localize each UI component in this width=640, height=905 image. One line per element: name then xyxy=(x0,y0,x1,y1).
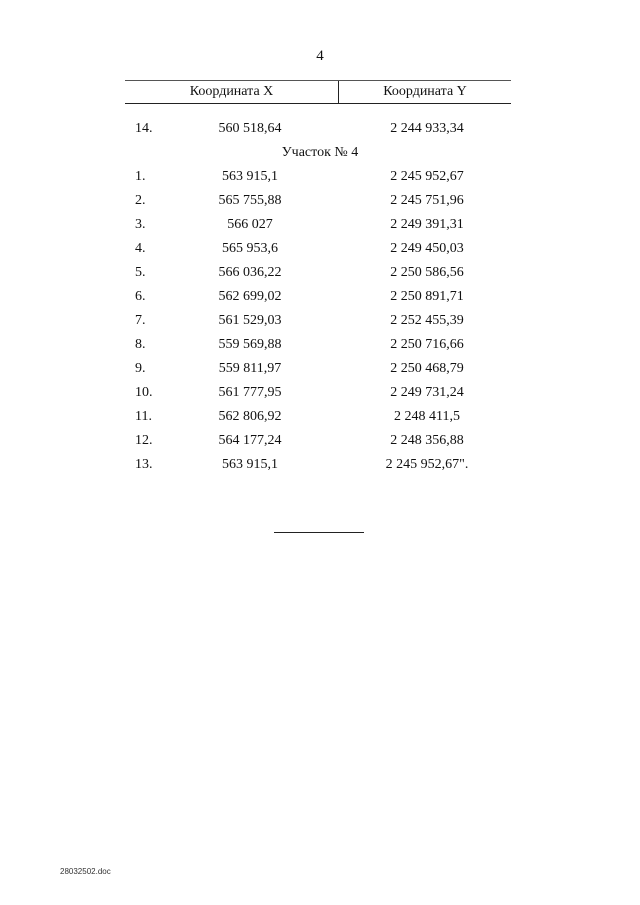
header-coordinate-y: Координата Y xyxy=(383,84,467,99)
table-row xyxy=(0,429,640,453)
coordinate-x-value: 564 177,24 xyxy=(218,433,282,448)
table-row xyxy=(0,237,640,261)
coordinate-y-value: 2 250 586,56 xyxy=(390,265,464,280)
table-row xyxy=(0,309,640,333)
coordinate-x-value: 562 806,92 xyxy=(218,409,282,424)
coordinate-y-value: 2 250 891,71 xyxy=(390,289,464,304)
point-number: 9. xyxy=(135,361,146,376)
coordinate-y-value: 2 245 751,96 xyxy=(390,193,464,208)
table-row xyxy=(0,213,640,237)
coordinate-y-value: 2 250 716,66 xyxy=(390,337,464,352)
table-row xyxy=(0,261,640,285)
coordinates-table-body xyxy=(0,117,640,477)
section-title: Участок № 4 xyxy=(281,145,359,160)
table-row xyxy=(0,189,640,213)
point-number: 12. xyxy=(135,433,153,448)
table-row xyxy=(0,285,640,309)
point-number: 6. xyxy=(135,289,146,304)
coordinate-y-value: 2 250 468,79 xyxy=(390,361,464,376)
coordinate-y-value: 2 248 411,5 xyxy=(394,409,460,424)
coordinate-x-value: 563 915,1 xyxy=(222,169,278,184)
point-number: 5. xyxy=(135,265,146,280)
point-number: 4. xyxy=(135,241,146,256)
coordinate-y-value: 2 244 933,34 xyxy=(390,121,464,136)
coordinate-x-value: 560 518,64 xyxy=(218,121,282,136)
coordinate-y-value: 2 249 731,24 xyxy=(390,385,464,400)
coordinate-y-value: 2 248 356,88 xyxy=(390,433,464,448)
coordinate-x-value: 565 755,88 xyxy=(218,193,282,208)
table-row xyxy=(0,333,640,357)
table-row xyxy=(0,165,640,189)
coordinate-y-value: 2 249 391,31 xyxy=(390,217,464,232)
coordinate-y-value: 2 245 952,67". xyxy=(385,457,469,472)
coordinate-x-value: 559 569,88 xyxy=(218,337,282,352)
point-number: 14. xyxy=(135,121,153,136)
coordinate-y-value: 2 245 952,67 xyxy=(390,169,464,184)
point-number: 1. xyxy=(135,169,146,184)
point-number: 8. xyxy=(135,337,146,352)
table-row xyxy=(0,357,640,381)
table-row xyxy=(0,117,640,141)
coordinate-x-value: 563 915,1 xyxy=(222,457,278,472)
coordinate-x-value: 561 777,95 xyxy=(218,385,282,400)
coordinate-x-value: 559 811,97 xyxy=(218,361,282,376)
page-number: 4 xyxy=(316,48,324,64)
closing-divider xyxy=(274,532,364,533)
point-number: 2. xyxy=(135,193,146,208)
coordinate-x-value: 561 529,03 xyxy=(218,313,282,328)
header-coordinate-x: Координата X xyxy=(125,81,339,103)
coordinate-x-value: 566 036,22 xyxy=(218,265,282,280)
footer-filename: 28032502.doc xyxy=(60,867,111,876)
point-number: 13. xyxy=(135,457,153,472)
coordinates-table-header xyxy=(125,80,511,104)
coordinate-y-value: 2 249 450,03 xyxy=(390,241,464,256)
coordinate-x-value: 565 953,6 xyxy=(222,241,278,256)
coordinate-x-value: 566 027 xyxy=(227,217,273,232)
point-number: 3. xyxy=(135,217,146,232)
table-row xyxy=(0,453,640,477)
point-number: 7. xyxy=(135,313,146,328)
point-number: 11. xyxy=(135,409,152,424)
table-row xyxy=(0,405,640,429)
point-number: 10. xyxy=(135,385,153,400)
coordinate-y-value: 2 252 455,39 xyxy=(390,313,464,328)
table-row xyxy=(0,381,640,405)
coordinate-x-value: 562 699,02 xyxy=(218,289,282,304)
